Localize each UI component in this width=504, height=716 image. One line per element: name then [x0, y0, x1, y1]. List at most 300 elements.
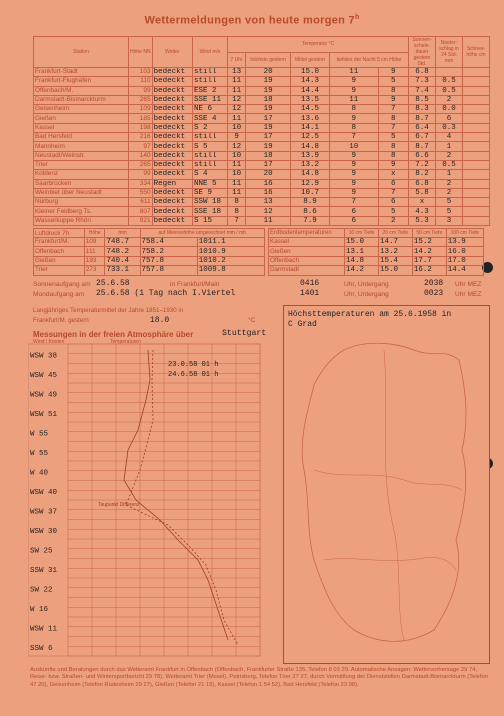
erdboden-header-10: 10 cm Tiefe — [345, 229, 379, 238]
sunshine: 7.3 — [409, 77, 436, 86]
soil-10cm: 14.2 — [345, 266, 379, 275]
station-weather: bedeckt — [152, 133, 192, 142]
snow-depth — [463, 179, 490, 188]
temp-mean: 13.6 — [291, 114, 330, 123]
station-wind: S 2 — [193, 123, 228, 132]
snow-depth — [463, 77, 490, 86]
station-weather: bedeckt — [152, 114, 192, 123]
snow-depth — [463, 170, 490, 179]
soil-20cm: 14.7 — [378, 238, 412, 247]
station-name: Darmstadt-Bismarckturm — [34, 95, 129, 104]
snow-depth — [463, 142, 490, 151]
station-weather: bedeckt — [152, 170, 192, 179]
temp-ground: 5 — [378, 207, 408, 216]
soil-10cm: 13.1 — [345, 247, 379, 256]
luftdruck-header-mm: mm — [105, 229, 140, 238]
temp-ground: x — [378, 170, 408, 179]
station-weather: bedeckt — [152, 216, 192, 225]
header-schnee: Schnee-höhe cm — [463, 37, 490, 68]
station-wind: still — [193, 151, 228, 160]
station-height: 97 — [129, 142, 153, 151]
temp-min: 9 — [329, 114, 378, 123]
temp-mean: 13.2 — [291, 160, 330, 169]
station-name: Trier — [34, 160, 129, 169]
snow-depth — [463, 207, 490, 216]
pressure-height: 193 — [84, 256, 105, 265]
station-height: 140 — [129, 151, 153, 160]
station-height: 807 — [129, 207, 153, 216]
temp-mean: 13.5 — [291, 95, 330, 104]
pressure-sea-mb: 1009.8 — [197, 266, 264, 275]
header-hoechste: höchste gestern — [246, 52, 291, 68]
pressure-station: Frankfurt/M. — [34, 238, 85, 247]
temp-mean: 14.1 — [291, 123, 330, 132]
station-name: Koblenz — [34, 170, 129, 179]
temp-max: 17 — [246, 114, 291, 123]
temp-ground: 8 — [378, 142, 408, 151]
temp-ground: 2 — [378, 216, 408, 225]
temp-max: 12 — [246, 207, 291, 216]
temp-ground: 5 — [378, 77, 408, 86]
station-wind: SSW 18 — [193, 198, 228, 207]
station-name: Frankfurt-Flughafen — [34, 77, 129, 86]
temp-min: 6 — [329, 207, 378, 216]
temp-min: 6 — [329, 216, 378, 225]
luftdruck-table — [33, 228, 265, 276]
precipitation: 2 — [436, 179, 463, 188]
station-row — [34, 68, 490, 77]
temp-ground: 9 — [378, 68, 408, 77]
station-name: Mannheim — [34, 142, 129, 151]
station-name: Weinbiet über Neustadt — [34, 188, 129, 197]
precipitation: 2 — [436, 95, 463, 104]
pressure-sea-mb: 1010.9 — [197, 247, 264, 256]
sunrise-date: 25.6.58 — [96, 279, 130, 288]
sunshine: 6.6 — [409, 151, 436, 160]
station-height: 265 — [129, 95, 153, 104]
station-row — [34, 142, 490, 151]
station-row — [34, 207, 490, 216]
precipitation: 2 — [436, 151, 463, 160]
snow-depth — [463, 68, 490, 77]
messungen-title: Messungen in der freien Atmosphäre über — [33, 330, 194, 339]
temp-max: 13 — [246, 198, 291, 207]
luftdruck-row — [34, 256, 265, 265]
station-weather: bedeckt — [152, 151, 192, 160]
header-wind: Wind m/s — [193, 37, 228, 68]
temp-7h: 8 — [228, 207, 246, 216]
header-tiefste: tiefstes der Nacht 5 cm Höhe — [329, 52, 408, 68]
precipitation: 3 — [436, 216, 463, 225]
temp-7h: 9 — [228, 133, 246, 142]
soil-100cm: 17.0 — [446, 256, 483, 265]
temp-7h: 10 — [228, 151, 246, 160]
luftdruck-row — [34, 266, 265, 275]
soil-50cm: 16.2 — [412, 266, 446, 275]
pressure-mm: 748.2 — [105, 247, 140, 256]
station-row — [34, 123, 490, 132]
messungen-sub2: Temperaturen — [110, 339, 141, 345]
temp-min: 9 — [329, 77, 378, 86]
snow-depth — [463, 151, 490, 160]
temp-max: 11 — [246, 216, 291, 225]
moonrise-date: 25.6.58 (1 Tag nach I.Viertel — [96, 289, 236, 298]
temp-min: 9 — [329, 86, 378, 95]
station-row — [34, 95, 490, 104]
station-row — [34, 216, 490, 225]
pressure-station: Gießen — [34, 256, 85, 265]
pressure-sea-mb: 1010.2 — [197, 256, 264, 265]
snow-depth — [463, 133, 490, 142]
snow-depth — [463, 160, 490, 169]
temp-7h: 7 — [228, 216, 246, 225]
header-nieder: Nieder-schlag in 24 Std. mm — [436, 37, 463, 68]
temp-mean: 12.9 — [291, 179, 330, 188]
temp-mean: 8.6 — [291, 207, 330, 216]
sunrise-time: 0416 — [300, 279, 320, 288]
precipitation: 0.5 — [436, 160, 463, 169]
station-table — [33, 36, 490, 226]
sunshine: 8.3 — [409, 105, 436, 114]
station-weather: bedeckt — [152, 207, 192, 216]
station-height: 334 — [129, 179, 153, 188]
temp-mean: 8.9 — [291, 198, 330, 207]
messungen-ort: Stuttgart — [222, 329, 267, 338]
pressure-station: Trier — [34, 266, 85, 275]
pressure-sea-mm: 758.4 — [140, 238, 197, 247]
temp-mean: 14.3 — [291, 77, 330, 86]
station-wind: S 5 — [193, 142, 228, 151]
sounding-note-1: 23.0.58 01 h — [168, 361, 219, 369]
wind-label: SW 25 — [30, 547, 53, 556]
sunshine: x — [409, 198, 436, 207]
temp-max: 19 — [246, 123, 291, 132]
station-name: Offenbach/M. — [34, 86, 129, 95]
station-weather: bedeckt — [152, 160, 192, 169]
station-weather: bedeckt — [152, 198, 192, 207]
pressure-mm: 748.7 — [105, 238, 140, 247]
snow-depth — [463, 216, 490, 225]
pressure-sea-mb: 1011.1 — [197, 238, 264, 247]
soil-20cm: 15.4 — [378, 256, 412, 265]
temp-mean: 14.5 — [291, 105, 330, 114]
pressure-height: 273 — [84, 266, 105, 275]
temp-min: 9 — [329, 179, 378, 188]
temp-7h: 10 — [228, 123, 246, 132]
station-height: 550 — [129, 188, 153, 197]
station-row — [34, 188, 490, 197]
station-weather: bedeckt — [152, 188, 192, 197]
station-name: Gießen — [34, 114, 129, 123]
sunrise-place: in Frankfurt/Main — [170, 281, 220, 288]
station-name: Geisenheim — [34, 105, 129, 114]
temp-min: 9 — [329, 160, 378, 169]
station-row — [34, 198, 490, 207]
temp-7h: 11 — [228, 179, 246, 188]
station-wind: still — [193, 68, 228, 77]
pressure-sea-mm: 757.8 — [140, 266, 197, 275]
luftdruck-header-sea: auf Meereshöhe umgerechnet mm / mb — [140, 229, 264, 238]
luftdruck-row — [34, 238, 265, 247]
wind-label: WSW 51 — [30, 411, 58, 420]
station-name: Nürburg — [34, 198, 129, 207]
soil-station: Offenbach — [269, 256, 345, 265]
wind-label: SSW 6 — [30, 645, 53, 654]
moonrise-label: Mondaufgang am — [33, 291, 85, 298]
sunshine: 6.4 — [409, 123, 436, 132]
station-weather: Regen — [152, 179, 192, 188]
temp-7h: 12 — [228, 142, 246, 151]
temp-max: 19 — [246, 105, 291, 114]
precipitation — [436, 68, 463, 77]
station-name: Neustadt/Weinstr. — [34, 151, 129, 160]
temp-max: 16 — [246, 179, 291, 188]
moonrise-time: 1401 — [300, 289, 320, 298]
precipitation: 0.5 — [436, 77, 463, 86]
sunshine: 5.3 — [409, 216, 436, 225]
sunset-label: Uhr, Untergang — [344, 281, 389, 288]
moonset-time: 0023 — [424, 289, 444, 298]
temp-7h: 11 — [228, 188, 246, 197]
soil-50cm: 15.2 — [412, 238, 446, 247]
temp-min: 11 — [329, 68, 378, 77]
temp-min: 8 — [329, 123, 378, 132]
header-temperatur: Temperatur °C — [228, 37, 409, 53]
erdboden-header-50: 50 cm Tiefe — [412, 229, 446, 238]
station-wind: still — [193, 77, 228, 86]
erdboden-table — [268, 228, 484, 276]
erdboden-header-100: 100 cm Tiefe — [446, 229, 483, 238]
sounding-note-2: 24.6.58 01 h — [168, 371, 219, 379]
station-row — [34, 151, 490, 160]
wind-label: W 40 — [30, 469, 49, 478]
station-wind: S 15 — [193, 216, 228, 225]
erdboden-header-title: Erdbodentemperaturen — [269, 229, 345, 238]
temp-mean: 15.0 — [291, 68, 330, 77]
station-height: 216 — [129, 133, 153, 142]
dewpoint-curve — [126, 350, 238, 645]
station-wind: SSE 4 — [193, 114, 228, 123]
station-row — [34, 86, 490, 95]
temp-ground: 8 — [378, 114, 408, 123]
precipitation: 5 — [436, 207, 463, 216]
mez-label: Uhr MEZ — [455, 281, 482, 288]
temp-ground: 8 — [378, 151, 408, 160]
temp-max: 17 — [246, 133, 291, 142]
wind-label: WSW 45 — [30, 372, 58, 381]
soil-station: Darmstadt — [269, 266, 345, 275]
wind-label: SW 22 — [30, 586, 53, 595]
station-wind: still — [193, 133, 228, 142]
temp-mean: 10.7 — [291, 188, 330, 197]
station-row — [34, 160, 490, 169]
wind-label: WSW 38 — [30, 352, 58, 361]
station-weather: bedeckt — [152, 105, 192, 114]
luftdruck-header-title: Luftdruck 7h — [34, 229, 85, 238]
station-wind: SE 9 — [193, 188, 228, 197]
temp-max: 20 — [246, 68, 291, 77]
precipitation: 6 — [436, 114, 463, 123]
sunshine: 8.7 — [409, 142, 436, 151]
precipitation: 1 — [436, 170, 463, 179]
temp-ground: 8 — [378, 86, 408, 95]
temp-7h: 11 — [228, 77, 246, 86]
station-height: 99 — [129, 170, 153, 179]
erdboden-row — [269, 247, 484, 256]
station-weather: bedeckt — [152, 68, 192, 77]
snow-depth — [463, 95, 490, 104]
station-name: Bad Hersfeld — [34, 133, 129, 142]
temp-mean: 14.4 — [291, 86, 330, 95]
footer-text: Auskünfte und Beratungen durch das Wetteramt Frankfurt in Offenbach (Offenbach, Frankfurter Straße 135, Telefon 8 03 29. Automatische Ansagen: Wettervorhersage 29 74, Reise- bzw. Straßen- und Wintersportbericht 29 78), Wetteramt Trier (Mosel), Petrisberg, Telefon Trier 27 27, durch Vermittlung der Dienststellen Darmstadt-Bismarckturm (Telefon 47 20), Geisenheim (Telefon Rüdesheim 29 27), Gießen (Telefon 21 19), Kassel (Telefon 1 54 52), Bad Hersfeld (Telefon 23 98). — [30, 667, 488, 688]
pressure-sea-mm: 757.8 — [140, 256, 197, 265]
soil-20cm: 13.2 — [378, 247, 412, 256]
station-wind: NE 6 — [193, 105, 228, 114]
station-row — [34, 114, 490, 123]
precipitation: 5 — [436, 198, 463, 207]
temp-7h: 11 — [228, 86, 246, 95]
sunshine: 6.8 — [409, 68, 436, 77]
station-height: 185 — [129, 114, 153, 123]
erdboden-header-20: 20 cm Tiefe — [378, 229, 412, 238]
temp-7h: 12 — [228, 95, 246, 104]
station-name: Saarbrücken — [34, 179, 129, 188]
station-height: 611 — [129, 198, 153, 207]
temp-min: 11 — [329, 95, 378, 104]
temp-max: 20 — [246, 170, 291, 179]
temp-ground: 7 — [378, 105, 408, 114]
temp-min: 9 — [329, 151, 378, 160]
station-name: Wasserkuppe Rhön — [34, 216, 129, 225]
pressure-height: 109 — [84, 238, 105, 247]
snow-depth — [463, 198, 490, 207]
sunshine: 7.2 — [409, 160, 436, 169]
sunrise-label: Sonnenaufgang am — [33, 281, 91, 288]
precipitation: 1 — [436, 142, 463, 151]
station-height: 110 — [129, 77, 153, 86]
header-station: Station — [34, 37, 129, 68]
germany-outline — [284, 330, 489, 663]
station-row — [34, 133, 490, 142]
station-wind: S 4 — [193, 170, 228, 179]
sunshine: 8.7 — [409, 114, 436, 123]
soil-station: Gießen — [269, 247, 345, 256]
langjaehrig-line1: Langjähriges Temperaturmittel der Jahre 1851–1930 in — [33, 307, 184, 314]
station-weather: bedeckt — [152, 95, 192, 104]
luftdruck-header-hoehe: Höhe — [84, 229, 105, 238]
soil-10cm: 14.8 — [345, 256, 379, 265]
snow-depth — [463, 188, 490, 197]
temp-max: 16 — [246, 188, 291, 197]
soil-station: Kassel — [269, 238, 345, 247]
temperature-curve — [124, 350, 228, 640]
temp-ground: 9 — [378, 160, 408, 169]
temp-mean: 13.9 — [291, 151, 330, 160]
langjaehrig-line2: Frankfurt/M. gestern — [33, 317, 89, 324]
langjaehrig-value: 18.0 — [150, 316, 170, 325]
erdboden-row — [269, 256, 484, 265]
erdboden-row — [269, 238, 484, 247]
map-title-2: C Grad — [288, 320, 317, 329]
temp-ground: 9 — [378, 95, 408, 104]
snow-depth — [463, 86, 490, 95]
pressure-height: 111 — [84, 247, 105, 256]
temp-7h: 12 — [228, 105, 246, 114]
pressure-sea-mm: 758.2 — [140, 247, 197, 256]
header-wetter: Wetter — [152, 37, 192, 68]
station-height: 921 — [129, 216, 153, 225]
moonset-label: Uhr, Untergang — [344, 291, 389, 298]
sunshine: 8.2 — [409, 170, 436, 179]
precipitation: 4 — [436, 133, 463, 142]
precipitation: 0.3 — [436, 123, 463, 132]
temp-min: 7 — [329, 198, 378, 207]
wind-label: WSW 30 — [30, 528, 58, 537]
header-sonnen: Sonnen-schein-dauer gestern Std. — [409, 37, 436, 68]
station-wind: SSE 18 — [193, 207, 228, 216]
snow-depth — [463, 114, 490, 123]
temp-ground: 7 — [378, 123, 408, 132]
pressure-mm: 733.1 — [105, 266, 140, 275]
temp-max: 19 — [246, 142, 291, 151]
temp-max: 19 — [246, 77, 291, 86]
soil-100cm: 16.0 — [446, 247, 483, 256]
soil-10cm: 15.0 — [345, 238, 379, 247]
station-row — [34, 105, 490, 114]
header-t7: 7 Uhr — [228, 52, 246, 68]
wind-label: WSW 11 — [30, 625, 58, 634]
station-name: Kleiner Feldberg Ts. — [34, 207, 129, 216]
temperature-map — [283, 305, 490, 664]
temp-min: 9 — [329, 188, 378, 197]
sunshine: 8.5 — [409, 95, 436, 104]
sunshine: 7.4 — [409, 86, 436, 95]
upper-air-chart — [28, 340, 268, 660]
pressure-station: Offenbach — [34, 247, 85, 256]
taupunkt-label: Taupunkt Differenz — [98, 502, 140, 508]
soil-100cm: 14.4 — [446, 266, 483, 275]
pressure-mm: 740.4 — [105, 256, 140, 265]
station-row — [34, 170, 490, 179]
page-title: Wettermeldungen von heute morgen 7$^h$ — [144, 14, 360, 27]
station-wind: NNE 5 — [193, 179, 228, 188]
sunset-time: 2038 — [424, 279, 444, 288]
wind-label: SSW 31 — [30, 567, 58, 576]
station-height: 265 — [129, 160, 153, 169]
temp-7h: 8 — [228, 198, 246, 207]
soil-50cm: 17.7 — [412, 256, 446, 265]
station-name: Frankfurt-Stadt — [34, 68, 129, 77]
station-wind: SSE 11 — [193, 95, 228, 104]
temp-max: 19 — [246, 86, 291, 95]
station-weather: bedeckt — [152, 77, 192, 86]
precipitation: 0.0 — [436, 105, 463, 114]
sunshine: 5.8 — [409, 188, 436, 197]
temp-min: 9 — [329, 170, 378, 179]
soil-50cm: 14.2 — [412, 247, 446, 256]
station-weather: bedeckt — [152, 86, 192, 95]
messungen-sub: Wind / Knoten — [33, 339, 65, 345]
header-mittel: Mittel gestern — [291, 52, 330, 68]
wind-label: W 55 — [30, 450, 49, 459]
precipitation: 0.5 — [436, 86, 463, 95]
soil-100cm: 13.9 — [446, 238, 483, 247]
temp-7h: 13 — [228, 68, 246, 77]
temp-max: 17 — [246, 160, 291, 169]
sunshine: 4.3 — [409, 207, 436, 216]
temp-mean: 7.9 — [291, 216, 330, 225]
station-weather: bedeckt — [152, 123, 192, 132]
